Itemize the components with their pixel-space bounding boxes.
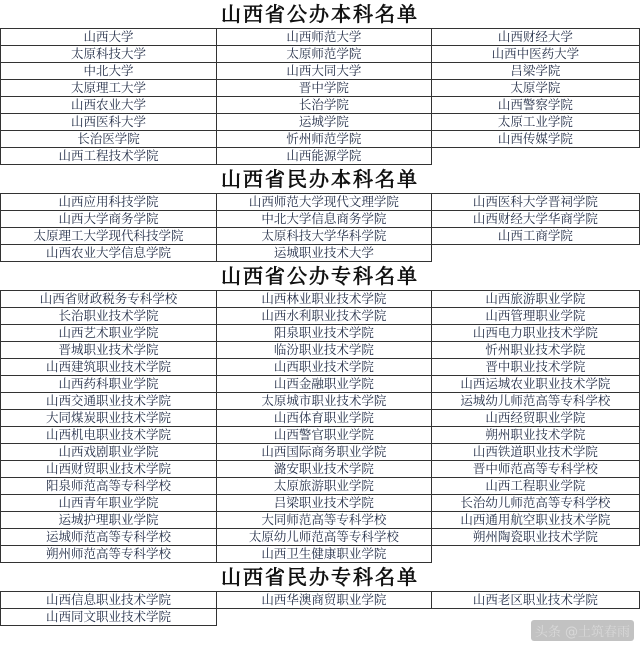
school-cell: 忻州职业技术学院 [431, 342, 639, 359]
school-cell: 山西农业大学信息学院 [1, 245, 217, 262]
table-row [1, 325, 640, 342]
school-cell: 山西师范大学现代文理学院 [216, 194, 431, 211]
table-row [1, 592, 640, 609]
table-row [1, 291, 640, 308]
school-cell: 吕梁职业技术学院 [216, 495, 431, 512]
school-cell: 山西同文职业技术学院 [1, 609, 217, 626]
table-row [1, 410, 640, 427]
table-row [1, 80, 640, 97]
school-cell: 山西卫生健康职业学院 [216, 546, 431, 563]
school-cell: 太原工业学院 [431, 114, 639, 131]
school-cell [431, 546, 639, 563]
school-cell: 晋中学院 [216, 80, 431, 97]
table-row [1, 512, 640, 529]
school-cell: 太原幼儿师范高等专科学校 [216, 529, 431, 546]
school-cell: 临汾职业技术学院 [216, 342, 431, 359]
school-cell: 长治职业技术学院 [1, 308, 217, 325]
school-cell: 山西运城农业职业技术学院 [431, 376, 639, 393]
table-row [1, 245, 640, 262]
table-row [1, 427, 640, 444]
school-cell: 山西大学商务学院 [1, 211, 217, 228]
school-cell: 山西管理职业学院 [431, 308, 639, 325]
school-cell: 中北大学 [1, 63, 217, 80]
table-row [1, 478, 640, 495]
school-cell: 阳泉职业技术学院 [216, 325, 431, 342]
table-row [1, 461, 640, 478]
school-cell: 山西中医药大学 [431, 46, 639, 63]
table-row [1, 376, 640, 393]
school-cell: 山西医科大学 [1, 114, 217, 131]
school-cell: 太原科技大学 [1, 46, 217, 63]
school-cell: 忻州师范学院 [216, 131, 431, 148]
school-cell: 运城学院 [216, 114, 431, 131]
school-cell: 山西林业职业技术学院 [216, 291, 431, 308]
school-cell: 山西体育职业学院 [216, 410, 431, 427]
school-table [0, 290, 640, 563]
school-cell: 山西交通职业技术学院 [1, 393, 217, 410]
school-cell: 长治医学院 [1, 131, 217, 148]
table-row [1, 228, 640, 245]
table-row [1, 46, 640, 63]
school-cell: 山西财经大学华商学院 [431, 211, 639, 228]
school-cell: 朔州师范高等专科学校 [1, 546, 217, 563]
school-cell: 山西艺术职业学院 [1, 325, 217, 342]
school-cell: 运城职业技术大学 [216, 245, 431, 262]
school-cell: 大同煤炭职业技术学院 [1, 410, 217, 427]
school-cell: 山西职业技术学院 [216, 359, 431, 376]
school-cell: 山西通用航空职业技术学院 [431, 512, 639, 529]
school-cell [431, 148, 639, 165]
school-cell: 运城师范高等专科学校 [1, 529, 217, 546]
school-cell: 山西机电职业技术学院 [1, 427, 217, 444]
school-cell: 山西经贸职业学院 [431, 410, 639, 427]
school-cell: 山西药科职业学院 [1, 376, 217, 393]
table-row [1, 342, 640, 359]
table-row [1, 393, 640, 410]
table-row [1, 308, 640, 325]
table-row [1, 29, 640, 46]
table-row [1, 63, 640, 80]
table-row [1, 529, 640, 546]
school-cell: 太原理工大学现代科技学院 [1, 228, 217, 245]
table-row [1, 444, 640, 461]
school-cell: 山西工商学院 [431, 228, 639, 245]
school-cell: 山西传媒学院 [431, 131, 639, 148]
school-cell: 山西师范大学 [216, 29, 431, 46]
section-title: 山西省民办本科名单 [221, 167, 419, 191]
school-cell: 山西省财政税务专科学校 [1, 291, 217, 308]
table-row [1, 148, 640, 165]
school-cell: 太原科技大学华科学院 [216, 228, 431, 245]
school-cell: 山西华澳商贸职业学院 [216, 592, 431, 609]
school-cell: 太原师范学院 [216, 46, 431, 63]
school-cell: 山西财经大学 [431, 29, 639, 46]
school-cell: 山西医科大学晋祠学院 [431, 194, 639, 211]
school-cell: 运城护理职业学院 [1, 512, 217, 529]
school-cell: 山西金融职业学院 [216, 376, 431, 393]
school-cell: 晋中师范高等专科学校 [431, 461, 639, 478]
school-cell: 山西铁道职业技术学院 [431, 444, 639, 461]
school-cell: 阳泉师范高等专科学校 [1, 478, 217, 495]
table-row [1, 359, 640, 376]
school-cell: 晋城职业技术学院 [1, 342, 217, 359]
school-cell: 运城幼儿师范高等专科学校 [431, 393, 639, 410]
watermark: 头条 @土筑春雨 [531, 620, 634, 641]
school-cell: 山西信息职业技术学院 [1, 592, 217, 609]
school-cell: 山西工程技术学院 [1, 148, 217, 165]
school-table [0, 193, 640, 262]
school-cell: 山西能源学院 [216, 148, 431, 165]
school-cell: 山西老区职业技术学院 [431, 592, 639, 609]
table-row [1, 211, 640, 228]
school-cell: 山西旅游职业学院 [431, 291, 639, 308]
school-cell [431, 245, 639, 262]
school-cell: 山西警察学院 [431, 97, 639, 114]
school-cell: 山西建筑职业技术学院 [1, 359, 217, 376]
school-cell: 山西农业大学 [1, 97, 217, 114]
section-title: 山西省公办本科名单 [221, 2, 419, 26]
school-cell: 山西国际商务职业学院 [216, 444, 431, 461]
school-cell: 太原城市职业技术学院 [216, 393, 431, 410]
school-cell: 潞安职业技术学院 [216, 461, 431, 478]
school-cell: 山西警官职业学院 [216, 427, 431, 444]
table-row [1, 131, 640, 148]
school-table [0, 28, 640, 165]
school-cell: 山西大学 [1, 29, 217, 46]
table-row [1, 546, 640, 563]
school-cell: 朔州职业技术学院 [431, 427, 639, 444]
school-cell: 长治幼儿师范高等专科学校 [431, 495, 639, 512]
school-cell: 大同师范高等专科学校 [216, 512, 431, 529]
table-row [1, 495, 640, 512]
school-cell: 山西青年职业学院 [1, 495, 217, 512]
school-cell: 吕梁学院 [431, 63, 639, 80]
school-cell: 太原学院 [431, 80, 639, 97]
section-title: 山西省民办专科名单 [221, 565, 419, 589]
school-cell: 山西大同大学 [216, 63, 431, 80]
table-row [1, 194, 640, 211]
school-cell: 晋中职业技术学院 [431, 359, 639, 376]
school-cell: 山西应用科技学院 [1, 194, 217, 211]
school-cell: 太原旅游职业学院 [216, 478, 431, 495]
table-row [1, 97, 640, 114]
school-cell: 山西电力职业技术学院 [431, 325, 639, 342]
school-cell: 山西水利职业技术学院 [216, 308, 431, 325]
school-cell: 朔州陶瓷职业技术学院 [431, 529, 639, 546]
school-cell: 山西戏剧职业学院 [1, 444, 217, 461]
school-cell: 长治学院 [216, 97, 431, 114]
table-row [1, 114, 640, 131]
school-cell: 太原理工大学 [1, 80, 217, 97]
school-cell [216, 609, 431, 626]
school-cell: 山西工程职业学院 [431, 478, 639, 495]
school-cell: 中北大学信息商务学院 [216, 211, 431, 228]
school-cell: 山西财贸职业技术学院 [1, 461, 217, 478]
section-title: 山西省公办专科名单 [221, 264, 419, 288]
